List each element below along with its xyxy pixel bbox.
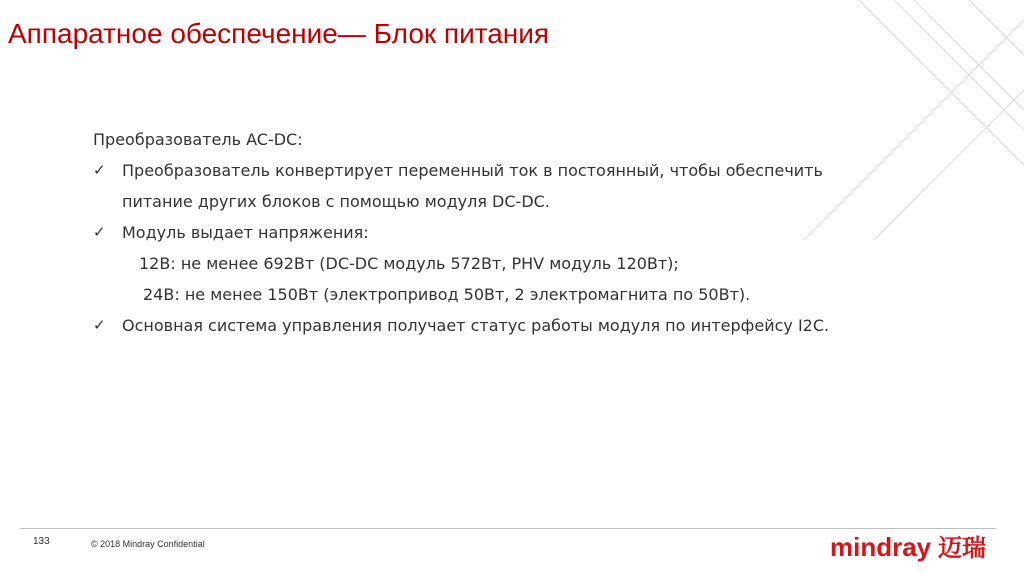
logo-chinese: 迈瑞 xyxy=(938,534,986,562)
bullet-text: Основная система управления получает статус работы модуля по интерфейсу I2C. xyxy=(122,316,830,335)
content-heading: Преобразователь AC-DC: xyxy=(93,130,303,149)
mindray-logo xyxy=(830,530,998,564)
checkmark-icon: ✓ xyxy=(93,316,106,334)
bullet-text: Модуль выдает напряжения: xyxy=(122,223,369,242)
bullet-text: Преобразователь конвертирует переменный ток в постоянный, чтобы обеспечить xyxy=(122,161,823,180)
logo-wordmark: mindray xyxy=(830,532,932,562)
footer-divider xyxy=(20,528,996,529)
voltage-line-24v: 24В: не менее 150Вт (электропривод 50Вт, 2 электромагнита по 50Вт). xyxy=(143,285,751,304)
checkmark-icon: ✓ xyxy=(93,161,106,179)
page-number: 133 xyxy=(33,536,50,547)
copyright-notice: © 2018 Mindray Confidential xyxy=(91,539,205,549)
bullet-item xyxy=(93,310,993,341)
bullet-item xyxy=(93,155,993,186)
checkmark-icon: ✓ xyxy=(93,223,106,241)
voltage-line-12v: 12В: не менее 692Вт (DC-DC модуль 572Вт, PHV модуль 120Вт); xyxy=(139,254,679,273)
bullet-item xyxy=(93,217,993,248)
slide-title: Аппаратное обеспечение— Блок питания xyxy=(8,18,550,49)
bullet-continuation: питание других блоков с помощью модуля DC-DC. xyxy=(122,192,550,211)
slide-content xyxy=(93,124,993,341)
